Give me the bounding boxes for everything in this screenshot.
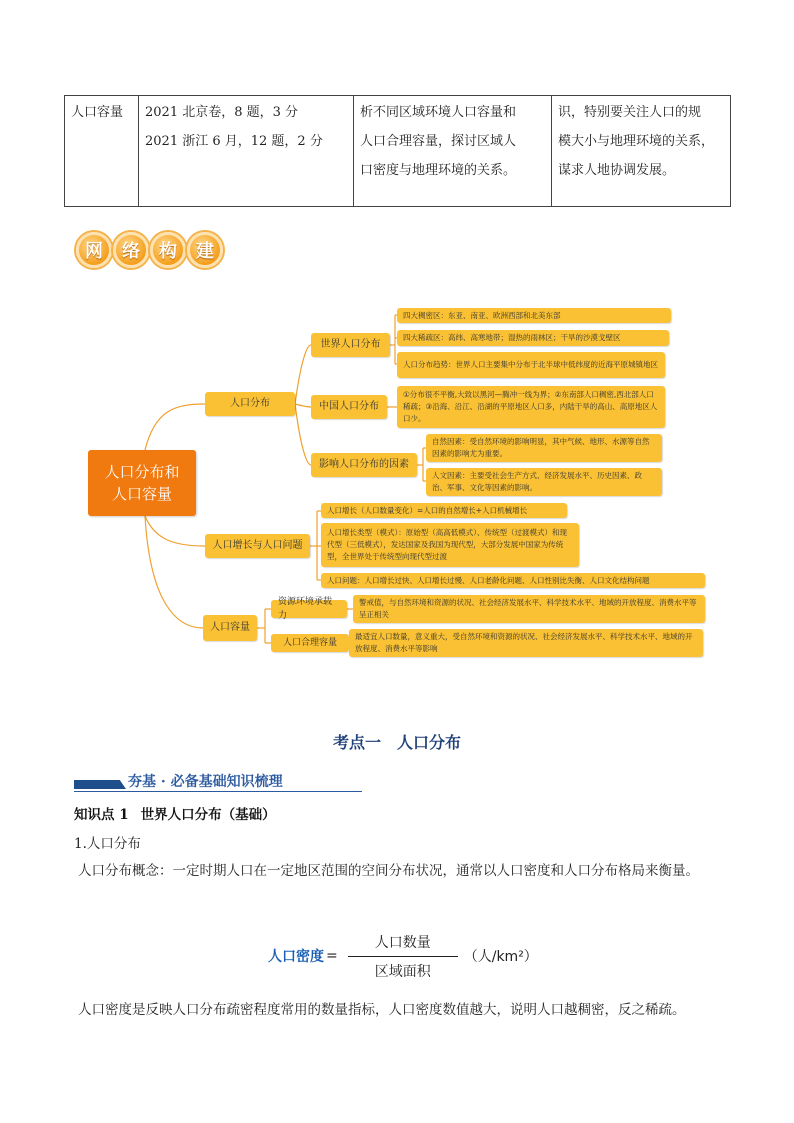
concept-paragraph: 人口分布概念：一定时期人口在一定地区范围的空间分布状况，通常以人口密度和人口分布格局来衡量。 (78, 863, 699, 879)
root-line: 人口容量 (111, 485, 172, 503)
leaf-population-problems: 人口问题：人口增长过快、人口增长过慢、人口老龄化问题、人口性别比失衡、人口文化结构问题 (321, 573, 705, 588)
section-title (0, 730, 794, 753)
section-name: 人口分布 (397, 733, 462, 752)
badge-char: 构 (150, 232, 186, 268)
node-reasonable-capacity: 人口合理容量 (271, 634, 349, 652)
knowledge-point-number: 知识点 1 (74, 807, 129, 823)
node-population-distribution: 人口分布 (205, 392, 295, 416)
network-badge (76, 232, 223, 278)
badge-char: 网 (76, 232, 112, 268)
banner-text: 夯基 · 必备基础知识梳理 (128, 773, 283, 790)
table-cell-topic (65, 96, 139, 207)
knowledge-point-heading (74, 803, 276, 823)
node-world-distribution: 世界人口分布 (311, 333, 390, 357)
banner-bar (74, 780, 126, 789)
formula-denominator: 区域面积 (374, 963, 431, 980)
knowledge-point-title: 世界人口分布（基础） (140, 807, 276, 823)
mind-map-root (88, 450, 196, 516)
formula-equals: = (326, 948, 338, 964)
exam-line: 2021 北京卷，8 题，3 分 (145, 105, 299, 120)
advice-line: 识，特别要关注人口的规 (558, 105, 702, 120)
leaf-sparse-regions: 四大稀疏区：高纬、高寒地带；湿热的雨林区；干旱的沙漠戈壁区 (397, 330, 669, 346)
node-population-capacity: 人口容量 (203, 615, 257, 641)
root-line: 人口分布和 (104, 463, 180, 481)
formula-numerator: 人口数量 (374, 934, 431, 951)
requirement-line: 人口合理容量，探讨区域人 (360, 134, 517, 149)
table-cell-exams (139, 96, 354, 207)
leaf-distribution-trend: 人口分布趋势：世界人口主要集中分布于北半球中低纬度的近海平原城镇地区 (397, 352, 665, 378)
requirement-line: 口密度与地理环境的关系。 (360, 163, 517, 178)
table-cell-requirement (354, 96, 552, 207)
advice-line: 模大小与地理环境的关系， (558, 134, 715, 149)
topic-text: 人口容量 (71, 105, 124, 120)
badge-char: 建 (187, 232, 223, 268)
exam-line: 2021 浙江 6 月，12 题，2 分 (145, 134, 323, 149)
formula-name: 人口密度 (268, 949, 324, 965)
node-china-distribution: 中国人口分布 (311, 395, 387, 419)
leaf-natural-factors: 自然因素：受自然环境的影响明显，其中气候、地形、水源等自然因素的影响尤为重要。 (426, 434, 662, 462)
table-row (65, 96, 731, 207)
node-influencing-factors: 影响人口分布的因素 (311, 453, 417, 477)
leaf-reasonable-capacity: 最适宜人口数量，意义重大，受自然环境和资源的状况、社会经济发展水平、科学技术水平、地域的开放程度、消费水平等影响 (349, 629, 703, 657)
formula-unit: （人/km²） (463, 949, 538, 965)
leaf-carrying-capacity: 警戒值，与自然环境和资源的状况、社会经济发展水平、科学技术水平、地域的开放程度、消费水平等呈正相关 (353, 595, 705, 623)
subsection-banner (74, 770, 362, 792)
section-prefix: 考点一 (332, 733, 381, 752)
formula-fraction (348, 932, 458, 981)
node-carrying-capacity: 资源环境承载力 (271, 600, 347, 618)
subheading: 1.人口分布 (74, 836, 141, 852)
density-note-paragraph: 人口密度是反映人口分布疏密程度常用的数量指标，人口密度数值越大，说明人口越稠密，反之稀疏。 (78, 1002, 686, 1018)
advice-line: 谋求人地协调发展。 (558, 163, 676, 178)
badge-char: 络 (113, 232, 149, 268)
requirement-line: 析不同区域环境人口容量和 (360, 105, 517, 120)
leaf-human-factors: 人文因素：主要受社会生产方式、经济发展水平、历史因素、政治、军事、文化等因素的影响。 (426, 468, 662, 496)
mind-map (85, 300, 710, 665)
exam-table (64, 95, 731, 207)
node-population-growth: 人口增长与人口问题 (205, 534, 310, 558)
leaf-growth-types: 人口增长类型（模式）：原始型（高高低模式）、传统型（过渡模式）和现代型（三低模式），发达国家及我国为现代型，大部分发展中国家为传统型，全世界处于传统型向现代型过渡 (321, 523, 579, 567)
leaf-china-pattern: ①分布很不平衡,大致以黑河—腾冲一线为界；②东南部人口稠密,西北部人口稀疏；③沿海、沿江、沿湖的平原地区人口多，内陆干旱的高山、高原地区人口少。 (397, 386, 665, 428)
leaf-dense-regions: 四大稠密区：东亚、南亚、欧洲西部和北美东部 (397, 308, 671, 323)
leaf-growth-definition: 人口增长（人口数量变化）=人口的自然增长+人口机械增长 (321, 503, 567, 518)
density-formula (268, 928, 538, 984)
table-cell-advice (552, 96, 731, 207)
